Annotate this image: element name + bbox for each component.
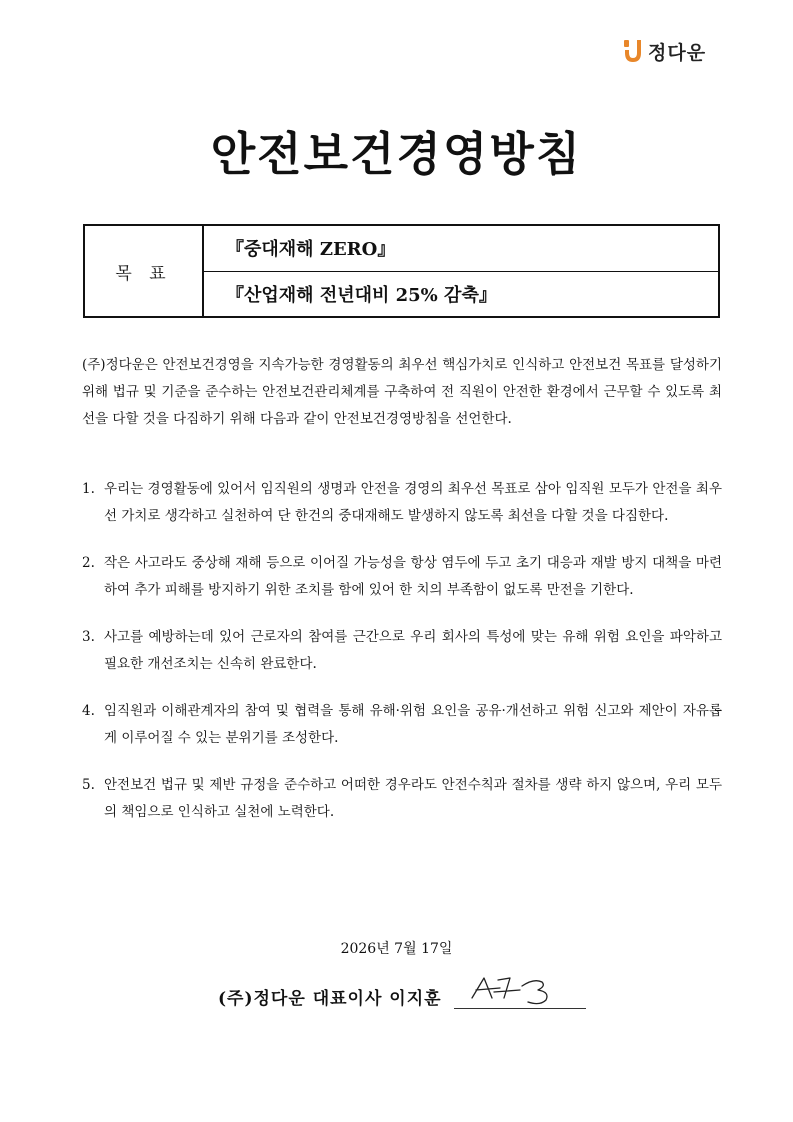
company-logo xyxy=(624,38,706,65)
signature-block xyxy=(218,978,586,1009)
signer-name: (주)정다운 대표이사 이지훈 xyxy=(218,989,442,1009)
policy-text: 사고를 예방하는데 있어 근로자의 참여를 근간으로 우리 회사의 특성에 맞는 유해 위험 요인을 파악하고 필요한 개선조치는 신속히 완료한다. xyxy=(104,629,722,672)
policy-text: 임직원과 이해관계자의 참여 및 협력을 통해 유해·위험 요인을 공유·개선하고 위험 신고와 제안이 자유롭게 이루어질 수 있는 분위기를 조성한다. xyxy=(104,703,722,746)
policy-item xyxy=(82,698,722,752)
policy-text: 안전보건 법규 및 제반 규정을 준수하고 어떠한 경우라도 안전수칙과 절차를 생략 하지 않으며, 우리 모두의 책임으로 인식하고 실천에 노력한다. xyxy=(104,777,722,820)
policy-item xyxy=(82,550,722,604)
goal-item: 『산업재해 전년대비 25% 감축』 xyxy=(204,271,718,317)
page-title: 안전보건경영방침 xyxy=(210,127,583,181)
policy-item xyxy=(82,476,722,530)
goals-table xyxy=(83,224,720,318)
document-date: 2026년 7월 17일 xyxy=(340,941,453,957)
policy-number: 1. xyxy=(82,481,95,497)
policy-item xyxy=(82,772,722,826)
policy-list xyxy=(82,476,722,846)
policy-number: 5. xyxy=(82,777,95,793)
policy-text: 작은 사고라도 중상해 재해 등으로 이어질 가능성을 항상 염두에 두고 초기 대응과 재발 방지 대책을 마련하여 추가 피해를 방지하기 위한 조치를 함에 있어 한 치의 부족함이 없도록 만전을 기한다. xyxy=(104,555,722,598)
policy-number: 4. xyxy=(82,703,95,719)
handwritten-signature-icon xyxy=(454,972,586,1008)
intro-paragraph: (주)정다운은 안전보건경영을 지속가능한 경영활동의 최우선 핵심가치로 인식하고 안전보건 목표를 달성하기 위해 법규 및 기준을 준수하는 안전보건관리체계를 구축하여 전 직원이 안전한 환경에서 근무할 수 있도록 최선을 다할 것을 다짐하기 위해 다음과 같이 안전보건경영방침을 선언한다. xyxy=(82,357,722,427)
brand-mark-icon xyxy=(624,40,642,64)
goals-label: 목 표 xyxy=(85,226,204,316)
signature-area xyxy=(454,978,586,1009)
goals-list xyxy=(204,226,718,316)
policy-item xyxy=(82,624,722,678)
logo-text: 정다운 xyxy=(648,42,707,64)
policy-number: 2. xyxy=(82,555,95,571)
policy-number: 3. xyxy=(82,629,95,645)
goal-item: 『중대재해 ZERO』 xyxy=(226,239,396,261)
policy-text: 우리는 경영활동에 있어서 임직원의 생명과 안전을 경영의 최우선 목표로 삼아 임직원 모두가 안전을 최우선 가치로 생각하고 실천하여 단 한건의 중대재해도 발생하지 않도록 최선을 다할 것을 다짐한다. xyxy=(104,481,722,524)
